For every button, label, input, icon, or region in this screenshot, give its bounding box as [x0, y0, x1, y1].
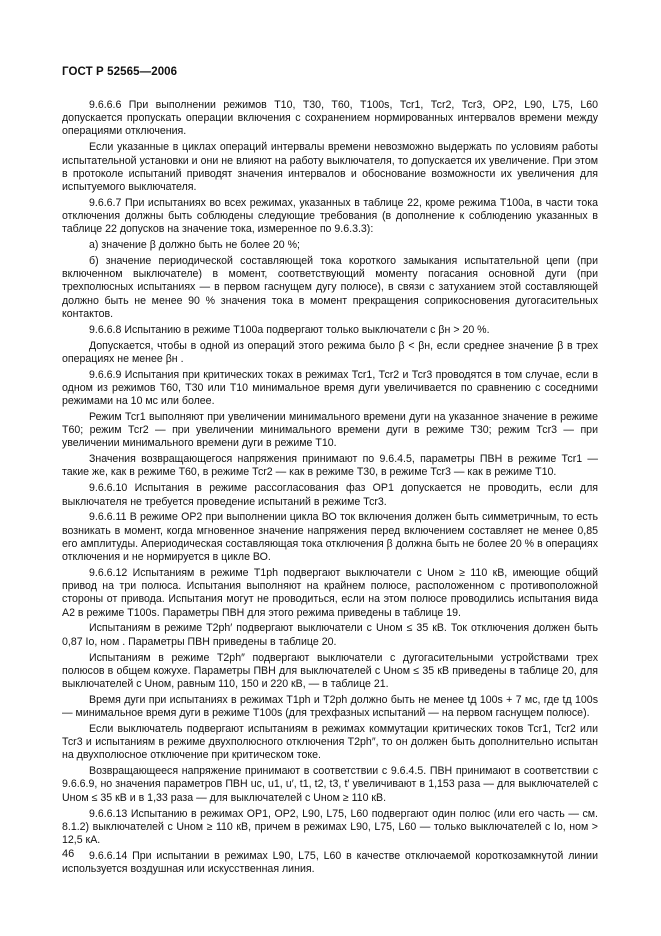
paragraph: Испытаниям в режиме Т2ph′ подвергают выключатели с Uном ≤ 35 кВ. Ток отключения должен быть 0,87 Iо, ном . Параметры ПВН приведены в таблице 20.: [62, 622, 598, 648]
paragraph: Испытаниям в режиме Т2ph″ подвергают выключатели с дугогасительными устройствами трех полюсов в общем кожухе. Параметры ПВН для выключателей с Uном ≤ 35 кВ приведены в таблице 20, для выключателей с Uном, равным 110, 150 и 220 кВ, — в таблице 21.: [62, 651, 598, 690]
paragraph: 9.6.6.12 Испытаниям в режиме Т1ph подвергают выключатели с Uном ≥ 110 кВ, имеющие общий привод на три полюса. Испытания выполняют на крайнем полюсе, расположенном с противоположной стороны от привода. Испытания могут не проводиться, если на этом полюсе проводились испытания вида А2 в режиме Т100s. Параметры ПВН для этого режима приведены в таблице 19.: [62, 566, 598, 619]
paragraph: Время дуги при испытаниях в режимах Т1ph и Т2ph должно быть не менее tд 100s + 7 мс, где tд 100s — минимальное время дуги в режиме Т100s (для трехфазных испытаний — на первом гаснущем полюсе).: [62, 693, 598, 720]
paragraph: Значения возвращающегося напряжения принимают по 9.6.4.5, параметры ПВН в режиме Тсr1 — такие же, как в режиме Т60, в режиме Тсr2 — как в режиме Т30, в режиме Тсr3 — как в режиме Т10.: [62, 453, 598, 479]
paragraph: Режим Тсr1 выполняют при увеличении минимального времени дуги на указанное значение в режиме Т60; режим Тсr2 — при увеличении минимального времени дуги в режиме Т30; режим Тсr3 — при увеличении минимального времени дуги в режиме Т10.: [62, 410, 598, 450]
paragraph: 9.6.6.7 При испытаниях во всех режимах, указанных в таблице 22, кроме режима Т100а, в части тока отключения должны быть соблюдены следующие требования (в дополнение к соблюдению указанных в таблице 22 допусков на значение тока, измеренное по 9.6.3.3):: [62, 196, 598, 236]
paragraph: Если указанные в циклах операций интервалы времени невозможно выдержать по условиям работы испытательной установки и они не влияют на работу выключателя, то допускается их увеличение. При этом в протоколе испытаний приводят значения интервалов и обоснование возможности их увеличения для испытуемого выключателя.: [62, 141, 598, 193]
standard-header: ГОСТ Р 52565—2006: [62, 66, 178, 78]
page-number: 46: [62, 848, 75, 860]
paragraph: а) значение β должно быть не более 20 %;: [89, 239, 300, 252]
paragraph: 9.6.6.9 Испытания при критических токах в режимах Тсr1, Тсr2 и Тсr3 проводятся в том случае, если в одном из режимов Т60, Т30 или Т10 минимальное время дуги увеличивается по сравнению с соседними режимами на 10 мс или более.: [62, 368, 598, 408]
paragraph: 9.6.6.10 Испытания в режиме рассогласования фаз ОР1 допускается не проводить, если для выключателя не требуется проведение испытаний в режиме Тсr3.: [62, 482, 598, 508]
paragraph: б) значение периодической составляющей тока короткого замыкания испытательной цепи (при включенном выключателе) в момент, соответствующий моменту погасания основной дуги (при трехполюсных испытаниях — в первом гаснущем дугу полюсе), в связи с затуханием этой составляющей должно быть не менее 90 % значения тока в момент прекращения соприкосновения дугогасительных контактов.: [62, 254, 598, 320]
paragraph: 9.6.6.6 При выполнении режимов Т10, Т30, Т60, Т100s, Тсr1, Тсr2, Тсr3, ОР2, L90, L75, L60 допускается пропускать операции включения с сохранением нормированных интервалов времени между операциями отключения.: [62, 99, 598, 138]
paragraph: 9.6.6.14 При испытании в режимах L90, L75, L60 в качестве отключаемой короткозамкнутой линии используется воздушная или искусственная линия.: [62, 849, 598, 876]
paragraph: Возвращающееся напряжение принимают в соответствии с 9.6.4.5. ПВН принимают в соответствии с 9.6.6.9, но значения параметров ПВН uс, u1, u′, t1, t2, t3, t′ увеличивают в 1,153 раза — для выключателей с Uном ≤ 35 кВ и в 1,33 раза — для выключателей с Uном ≥ 110 кВ.: [62, 765, 598, 804]
paragraph: Допускается, чтобы в одной из операций этого режима было β < βн, если среднее значение β в трех операциях не менее βн .: [62, 339, 598, 365]
paragraph: Если выключатель подвергают испытаниям в режимах коммутации критических токов Тсr1, Тсr2 или Тсr3 и испытаниям в режиме двухполюсного отключения Т2ph″, то он должен быть дополнительно испытан на двухполюсное отключение при критическом токе.: [62, 722, 598, 762]
paragraph: 9.6.6.13 Испытанию в режимах ОР1, ОР2, L90, L75, L60 подвергают один полюс (или его часть — см. 8.1.2) выключателей с Uном ≥ 110 кВ, причем в режимах L90, L75, L60 — только выключателей с Iо, ном > 12,5 кА.: [62, 807, 598, 846]
paragraph: 9.6.6.8 Испытанию в режиме Т100а подвергают только выключатели с βн > 20 %.: [89, 323, 490, 336]
document-body: [62, 99, 598, 879]
paragraph: 9.6.6.11 В режиме ОР2 при выполнении цикла ВО ток включения должен быть симметричным, то есть возникать в момент, когда мгновенное значение напряжения перед включением составляет не менее 0,85 его амплитуды. Апериодическая составляющая тока отключения β должна быть не более 20 % в операциях отключения и не нормируется в цикле ВО.: [62, 511, 598, 564]
